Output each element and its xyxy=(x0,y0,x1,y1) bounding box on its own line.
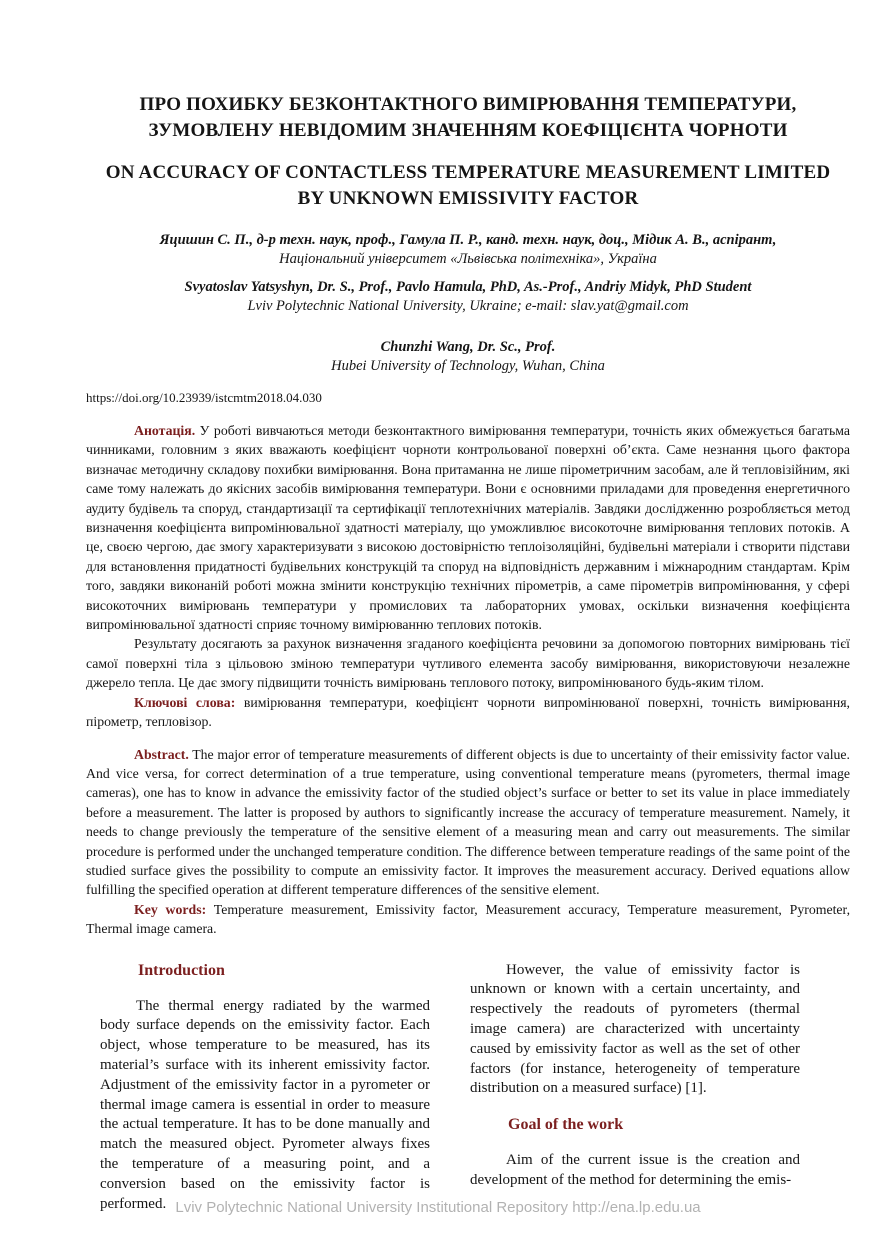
byline-ukrainian xyxy=(86,231,850,269)
repository-watermark: Lviv Polytechnic National University Institutional Repository http://ena.lp.edu.ua xyxy=(175,1199,701,1216)
section-heading-goal: Goal of the work xyxy=(508,1116,624,1134)
title-english-line2: BY UNKNOWN EMISSIVITY FACTOR xyxy=(297,188,639,209)
title-ukrainian xyxy=(86,92,850,144)
authors-english: Svyatoslav Yatsyshyn, Dr. S., Prof., Pavlo Hamula, PhD, As.-Prof., Andriy Midyk, PhD Student xyxy=(184,279,752,295)
abstract-ukrainian-text-1: У роботі вивчаються методи безконтактного вимірювання температури, точність яких обмежується багатьма чинниками, головним з яких вважають коефіцієнт чорноти контрольованої поверхні об’єкта. Саме незнання цього фактора визначає методичну складову похибки вимірювання. Вона притаманна не лише пірометричним засобам, але й тепловізійним, які саме тому належать до якісних засобів вимірювання температури. Вони є основними приладами для проведення енергетичного аудиту будівель та споруд, стандартизації та сертифікації теплотехнічних матеріалів. Завдяки дослідженню розробляється метод визначення коефіцієнта випромінювальної здатності матеріалу, що уможливлює високоточне вимірювання теплових потоків. А це, своєю чергою, дає змогу характеризувати з високою достовірністю теплоізоляційні, будівельні матеріали і створити підстави для встановлення придатності будівельних конструкцій та споруд на відповідність державним і міжнародним стандартам. Крім того, завдяки виконаній роботі можна змінити конструкцію технічних пірометрів, а саме пірометрів випромінювання, у сфері високоточних вимірювань температури у промислових та лабораторних умовах, оскільки визначення коефіцієнта випромінювальної здатності сприяє точному вимірюванню теплових потоків. xyxy=(86,423,850,633)
keywords-ukrainian-text: вимірювання температури, коефіцієнт чорноти випромінюваної поверхні, точність вимірювання, пірометр, тепловізор. xyxy=(86,694,850,730)
title-english-line1: ON ACCURACY OF CONTACTLESS TEMPERATURE MEASUREMENT LIMITED xyxy=(105,162,831,183)
authors-china: Chunzhi Wang, Dr. Sc., Prof. xyxy=(380,339,556,355)
doi-link[interactable]: https://doi.org/10.23939/istcmtm2018.04.030 xyxy=(86,390,322,405)
abstract-ukrainian-paragraph-2: Результату досягають за рахунок визначення згаданого коефіцієнта речовини за допомогою повторних вимірювань тієї самої поверхні тіла з цільовою зміною температури чутливого елемента засобу вимірювання, використовуючи незалежне джерело тепла. Це дає змогу підвищити точність вимірювань теплового потоку, випромінюваного будь-яким тілом. xyxy=(86,636,850,691)
spacer xyxy=(470,1135,800,1151)
spacer xyxy=(470,1099,800,1115)
abstract-ukrainian xyxy=(86,421,850,732)
abstract-ukrainian-label: Анотація. xyxy=(134,423,196,438)
introduction-paragraph: The thermal energy radiated by the warmed body surface depends on the emissivity factor. Each object, whose temperature to be measured, has its material’s surface with its inherent emissivity factor. Adjustment of the emissivity factor in a pyrometer or thermal image camera is essential in order to measure the actual temperature. It has to be done manually and match the measured object. Pyrometer always fixes the temperature of a measuring point, and a conversion based on the emissivity factor is performed. xyxy=(100,997,430,1212)
left-column xyxy=(100,961,430,1215)
spacer xyxy=(100,981,430,997)
goal-paragraph: Aim of the current issue is the creation and development of the method for determining the emis- xyxy=(470,1152,800,1188)
abstract-english-label: Abstract. xyxy=(134,746,189,762)
affiliation-china: Hubei University of Technology, Wuhan, China xyxy=(331,358,605,374)
section-heading-introduction: Introduction xyxy=(138,961,225,979)
abstract-ukrainian-paragraph-1 xyxy=(86,421,850,634)
affiliation-english: Lviv Polytechnic National University, Ukraine; e-mail: slav.yat@gmail.com xyxy=(247,298,689,314)
keywords-english-paragraph xyxy=(86,900,850,939)
however-paragraph: However, the value of emissivity factor is unknown or known with a certain uncertainty, and respectively the readouts of pyrometers (thermal image camera) are characterized with uncertainty caused by emissivity factor as well as the set of other factors (for instance, heterogeneity of temperature distribution on a measured surface) [1]. xyxy=(470,961,800,1097)
title-english xyxy=(86,160,850,212)
abstract-english-paragraph xyxy=(86,745,850,900)
title-ukrainian-line2: ЗУМОВЛЕНУ НЕВІДОМИМ ЗНАЧЕННЯМ КОЕФІЦІЄНТА ЧОРНОТИ xyxy=(148,120,788,141)
abstract-english xyxy=(86,745,850,939)
keywords-ukrainian-label: Ключові слова: xyxy=(134,694,236,710)
byline-english xyxy=(86,278,850,316)
two-column-body xyxy=(100,961,800,1215)
keywords-english-text: Temperature measurement, Emissivity factor, Measurement accuracy, Temperature measurement, Pyrometer, Thermal image camera. xyxy=(86,901,851,937)
abstract-english-text: The major error of temperature measurements of different objects is due to uncertainty of their emissivity factor value. And vice versa, for correct determination of a true temperature, using conventional temperature means (pyrometers, thermal image cameras), one has to know in advance the emissivity factor of the studied object’s surface or better to set its value in place immediately before a measurement. The latter is proposed by authors to significantly increase the accuracy of temperature measurement. Namely, it needs to change previously the temperature of the sensitive element of a measuring mean and carry out measurements. The similar procedure is performed under the unchanged temperature condition. The difference between temperature readings of the same point of the studied surface gives the possibility to compute an emissivity factor. It improves the measurement accuracy. Derived equations allow fulfilling the specified operation at different temperature differences of the sensitive element. xyxy=(86,746,851,898)
affiliation-ukrainian: Національний університет «Львівська політехніка», Україна xyxy=(279,251,657,267)
title-ukrainian-line1: ПРО ПОХИБКУ БЕЗКОНТАКТНОГО ВИМІРЮВАННЯ ТЕМПЕРАТУРИ, xyxy=(139,94,797,115)
byline-china xyxy=(86,338,850,376)
right-column xyxy=(470,961,800,1215)
authors-ukrainian: Яцишин С. П., д-р техн. наук, проф., Гамула П. Р., канд. техн. наук, доц., Мідик А. В., аспірант, xyxy=(159,232,777,248)
keywords-ukrainian-paragraph xyxy=(86,693,850,732)
keywords-english-label: Key words: xyxy=(134,901,207,917)
